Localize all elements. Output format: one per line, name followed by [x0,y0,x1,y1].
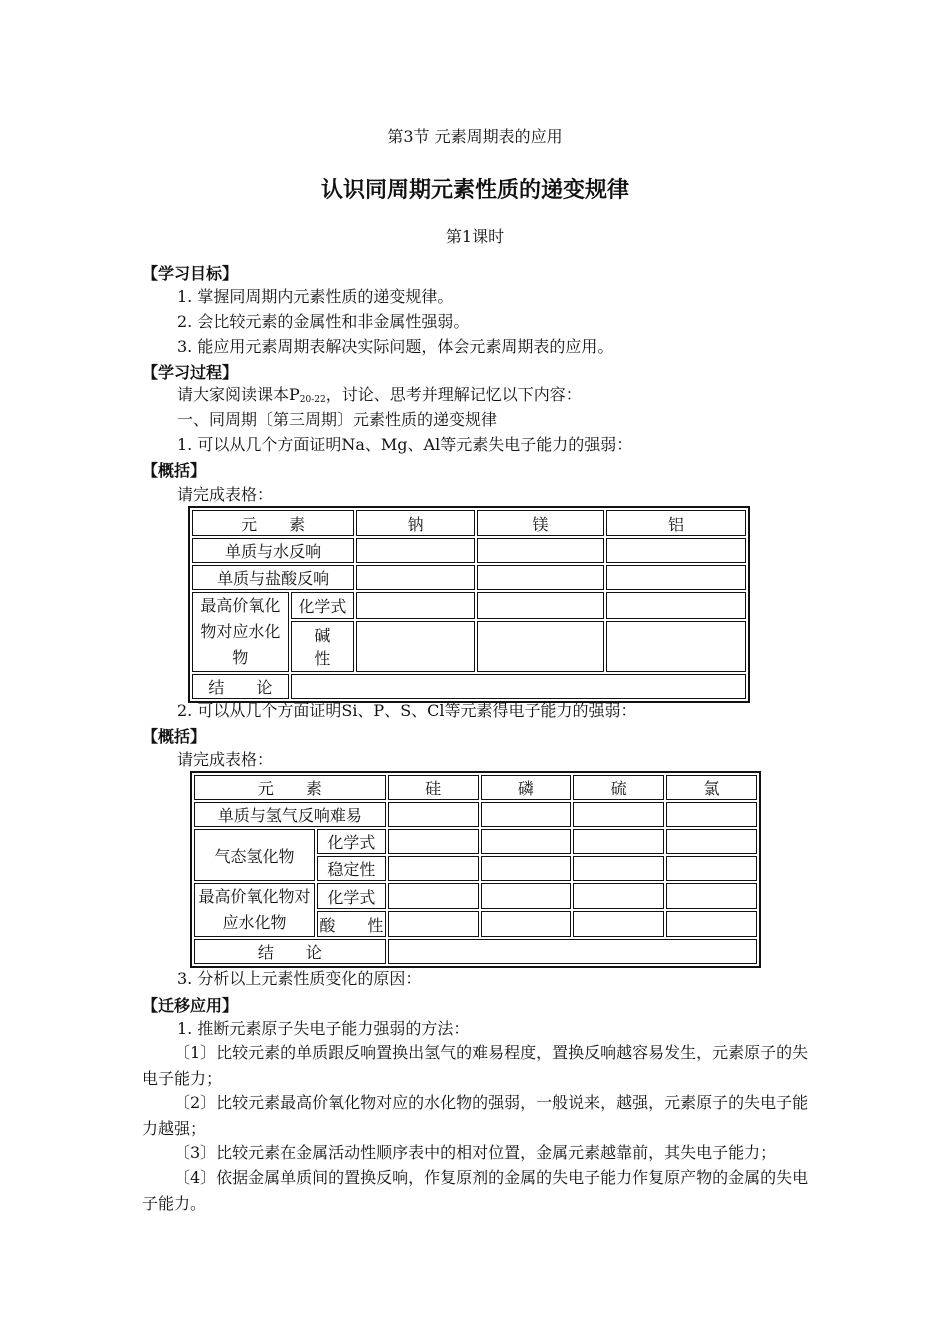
fill-cell[interactable] [356,538,475,563]
fill-cell[interactable] [481,883,572,909]
fill-cell[interactable] [606,565,746,590]
table-header-element: 元 素 [194,775,386,800]
question-2: 2. 可以从几个方面证明Si、P、S、Cl等元素得电子能力的强弱： [177,701,637,720]
fill-cell[interactable] [666,829,757,854]
fill-cell[interactable] [388,829,479,854]
process-heading: 【学习过程】 [142,363,239,382]
goal-item: 3. 能应用元素周期表解决实际问题，体会元素周期表的应用。 [177,337,614,356]
fill-cell-conclusion[interactable] [291,674,746,699]
goal-item: 1. 掌握同周期内元素性质的递变规律。 [177,287,454,306]
fill-cell[interactable] [356,565,475,590]
part-one-heading: 一、同周期〔第三周期〕元素性质的递变规律 [177,410,498,429]
sub-label-base: 碱 性 [291,621,354,672]
goal-item: 2. 会比较元素的金属性和非金属性强弱。 [177,312,470,331]
row-label-oxide: 最高价氧化物对应水化物 [194,883,315,937]
fill-cell[interactable] [573,883,664,909]
table-header-cl: 氯 [666,775,757,800]
goals-heading: 【学习目标】 [142,264,239,283]
summary-heading: 【概括】 [142,727,207,746]
fill-cell[interactable] [606,538,746,563]
table-header-mg: 镁 [477,510,604,536]
fill-cell-conclusion[interactable] [388,939,757,964]
fill-cell[interactable] [481,829,572,854]
fill-cell[interactable] [573,829,664,854]
fill-cell[interactable] [666,802,757,827]
table-metals [188,506,750,703]
reading-instruction: 请大家阅读课本$P_{20-22}$，讨论、思考并理解记忆以下内容： [177,385,582,405]
method-item: 〔1〕比较元素的单质跟反响置换出氢气的难易程度，置换反响越容易发生，元素原子的失电子能力； [142,1043,809,1088]
fill-cell[interactable] [477,565,604,590]
fill-table-instruction: 请完成表格： [177,485,274,504]
summary-heading: 【概括】 [142,461,207,480]
question-3: 3. 分析以上元素性质变化的原因： [177,969,422,988]
fill-cell[interactable] [477,538,604,563]
method-item: 〔4〕依据金属单质间的置换反响，作复原剂的金属的失电子能力作复原产物的金属的失电子能力。 [142,1168,809,1213]
sub-label-formula: 化学式 [317,883,386,909]
row-label-gas-hydride: 气态氢化物 [194,829,315,881]
fill-cell[interactable] [388,856,479,881]
fill-cell[interactable] [481,802,572,827]
lesson-label: 第1课时 [445,227,505,246]
row-label-h2: 单质与氢气反响难易 [194,802,386,827]
table-header-p: 磷 [481,775,572,800]
fill-cell[interactable] [666,856,757,881]
table-header-na: 钠 [356,510,475,536]
method-item: 〔2〕比较元素最高价氧化物对应的水化物的强弱，一般说来，越强，元素原子的失电子能力越强； [142,1093,809,1138]
row-label-conclusion: 结 论 [192,674,289,699]
fill-cell[interactable] [481,856,572,881]
row-label-conclusion: 结 论 [194,939,386,964]
method-item: 〔3〕比较元素在金属活动性顺序表中的相对位置，金属元素越靠前，其失电子能力； [174,1143,777,1162]
table-nonmetals [190,771,761,968]
sub-label-formula: 化学式 [291,592,354,619]
fill-cell[interactable] [666,883,757,909]
fill-cell[interactable] [356,592,475,619]
question-1: 1. 可以从几个方面证明Na、Mg、Al等元素失电子能力的强弱： [177,435,633,454]
row-label-acid: 单质与盐酸反响 [192,565,354,590]
table-header-s: 硫 [573,775,664,800]
fill-cell[interactable] [573,911,664,937]
page-title: 认识同周期元素性质的递变规律 [320,178,629,203]
row-label-water: 单质与水反响 [192,538,354,563]
fill-cell[interactable] [573,856,664,881]
fill-table-instruction: 请完成表格： [177,750,274,769]
fill-cell[interactable] [477,592,604,619]
transfer-intro: 1. 推断元素原子失电子能力强弱的方法： [177,1019,470,1038]
transfer-heading: 【迁移应用】 [142,996,239,1015]
fill-cell[interactable] [666,911,757,937]
fill-cell[interactable] [388,911,479,937]
fill-cell[interactable] [388,883,479,909]
row-label-oxide: 最高价氧化物对应水化物 [192,592,289,672]
fill-cell[interactable] [481,911,572,937]
sub-label-stability: 稳定性 [317,856,386,881]
sub-label-acidity: 酸 性 [317,911,386,937]
table-header-al: 铝 [606,510,746,536]
table-header-si: 硅 [388,775,479,800]
fill-cell[interactable] [388,802,479,827]
fill-cell[interactable] [356,621,475,672]
fill-cell[interactable] [573,802,664,827]
fill-cell[interactable] [477,621,604,672]
fill-cell[interactable] [606,592,746,619]
fill-cell[interactable] [606,621,746,672]
table-header-element: 元 素 [192,510,354,536]
sub-label-formula: 化学式 [317,829,386,854]
section-label: 第3节 元素周期表的应用 [387,127,563,146]
